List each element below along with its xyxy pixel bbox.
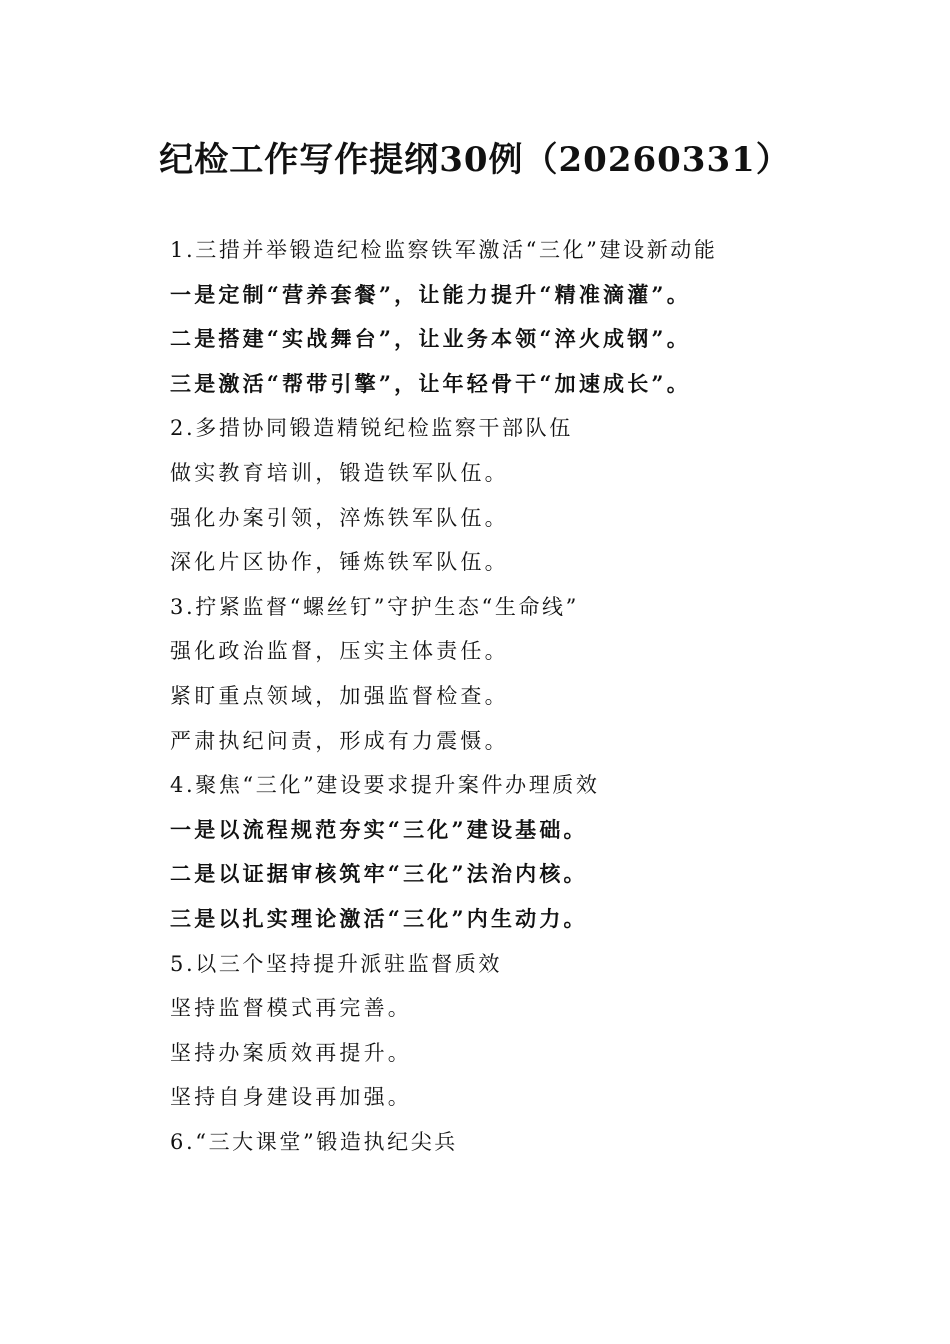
outline-point: 坚持自身建设再加强。 [170, 1085, 412, 1110]
document-title: 纪检工作写作提纲30例（20260331） [159, 140, 791, 180]
outline-heading-6: 6.“三大课堂”锻造执纪尖兵 [170, 1129, 458, 1154]
document-body [170, 228, 910, 1164]
outline-heading-2: 2.多措协同锻造精锐纪检监察干部队伍 [170, 416, 573, 441]
outline-point: 一是以流程规范夯实“三化”建设基础。 [170, 816, 588, 842]
outline-point: 坚持监督模式再完善。 [170, 996, 412, 1021]
outline-heading-1: 1.三措并举锻造纪检监察铁军激活“三化”建设新动能 [170, 238, 718, 262]
outline-point: 一是定制“营养套餐”，让能力提升“精准滴灌”。 [170, 281, 691, 307]
outline-point: 做实教育培训，锻造铁军队伍。 [170, 460, 509, 485]
outline-point: 紧盯重点领域，加强监督检查。 [170, 683, 509, 708]
outline-heading-4: 4.聚焦“三化”建设要求提升案件办理质效 [170, 773, 600, 798]
outline-point: 强化政治监督，压实主体责任。 [170, 639, 509, 664]
outline-point: 三是激活“帮带引擎”，让年轻骨干“加速成长”。 [170, 370, 691, 396]
outline-point: 二是以证据审核筑牢“三化”法治内核。 [170, 861, 588, 887]
outline-heading-5: 5.以三个坚持提升派驻监督质效 [170, 951, 503, 976]
outline-point: 强化办案引领，淬炼铁军队伍。 [170, 505, 509, 530]
outline-heading-3: 3.拧紧监督“螺丝钉”守护生态“生命线” [170, 594, 579, 619]
outline-point: 深化片区协作，锤炼铁军队伍。 [170, 550, 509, 575]
outline-point: 严肃执纪问责，形成有力震慑。 [170, 728, 509, 753]
outline-point: 坚持办案质效再提升。 [170, 1040, 412, 1065]
outline-point: 三是以扎实理论激活“三化”内生动力。 [170, 905, 588, 931]
outline-point: 二是搭建“实战舞台”，让业务本领“淬火成钢”。 [170, 326, 691, 352]
